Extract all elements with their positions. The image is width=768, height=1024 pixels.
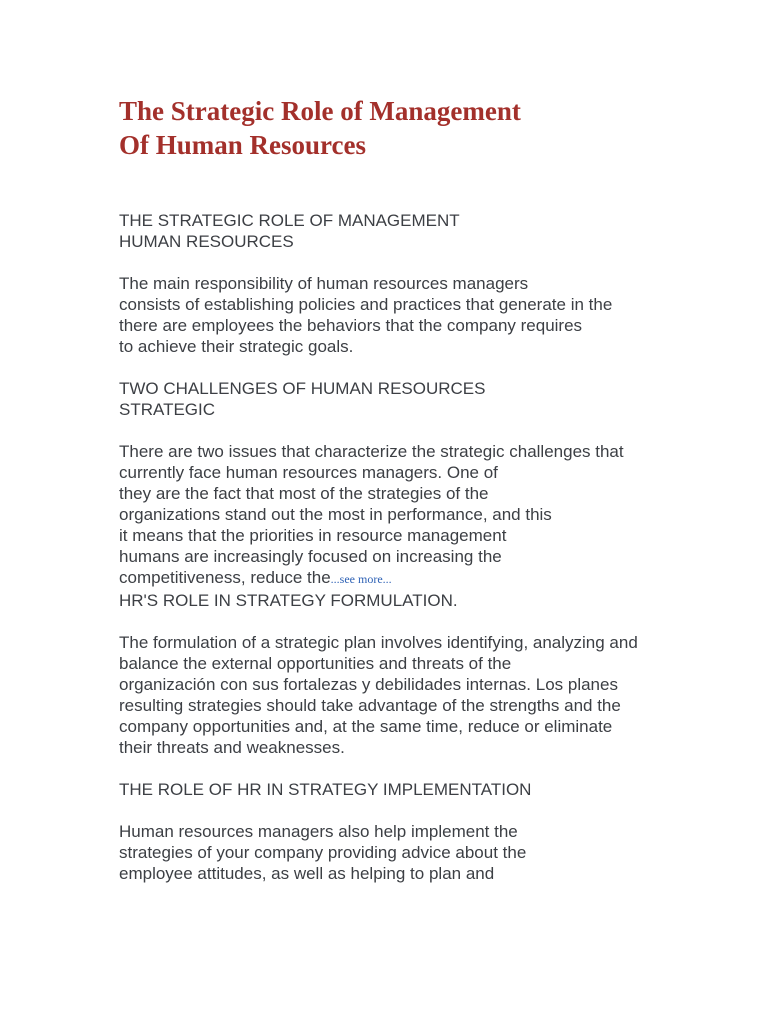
text-line: HR'S ROLE IN STRATEGY FORMULATION.	[119, 591, 458, 610]
text-line	[119, 567, 719, 590]
text-line: TWO CHALLENGES OF HUMAN RESOURCES	[119, 379, 486, 398]
text-line: to achieve their strategic goals.	[119, 337, 354, 356]
paragraph	[119, 441, 719, 590]
text-line: employee attitudes, as well as helping to plan and	[119, 864, 495, 883]
text-line: consists of establishing policies and practices that generate in the	[119, 295, 613, 314]
document-page	[119, 94, 719, 905]
text-line: it means that the priorities in resource management	[119, 526, 507, 545]
text-line: resulting strategies should take advantage of the strengths and the	[119, 696, 621, 715]
text-line: Human resources managers also help implement the	[119, 822, 518, 841]
text-fragment: competitiveness, reduce the	[119, 568, 331, 587]
text-line: There are two issues that characterize the strategic challenges that	[119, 442, 624, 461]
paragraph	[119, 821, 719, 884]
paragraph	[119, 632, 719, 758]
text-line: balance the external opportunities and threats of the	[119, 654, 512, 673]
text-line: The main responsibility of human resources managers	[119, 274, 529, 293]
text-line: HUMAN RESOURCES	[119, 232, 294, 251]
text-line: they are the fact that most of the strategies of the	[119, 484, 489, 503]
text-line: company opportunities and, at the same time, reduce or eliminate	[119, 717, 613, 736]
text-line: THE STRATEGIC ROLE OF MANAGEMENT	[119, 211, 460, 230]
text-line: currently face human resources managers. One of	[119, 463, 498, 482]
text-line: STRATEGIC	[119, 400, 216, 419]
text-line: The formulation of a strategic plan involves identifying, analyzing and	[119, 633, 638, 652]
text-line: THE ROLE OF HR IN STRATEGY IMPLEMENTATION	[119, 780, 532, 799]
section-heading	[119, 590, 719, 611]
title-line: Of Human Resources	[119, 130, 366, 160]
text-line: their threats and weaknesses.	[119, 738, 345, 757]
section-heading	[119, 779, 719, 800]
document-title	[119, 94, 719, 162]
text-line: there are employees the behaviors that the company requires	[119, 316, 583, 335]
title-line: The Strategic Role of Management	[119, 96, 521, 126]
see-more-link[interactable]: ...see more...	[330, 572, 392, 586]
document-body	[119, 210, 719, 884]
section-heading	[119, 378, 719, 420]
text-line: organización con sus fortalezas y debilidades internas. Los planes	[119, 675, 618, 694]
text-line: strategies of your company providing advice about the	[119, 843, 527, 862]
section-heading	[119, 210, 719, 252]
paragraph	[119, 273, 719, 357]
text-line: humans are increasingly focused on increasing the	[119, 547, 502, 566]
text-line: organizations stand out the most in performance, and this	[119, 505, 552, 524]
